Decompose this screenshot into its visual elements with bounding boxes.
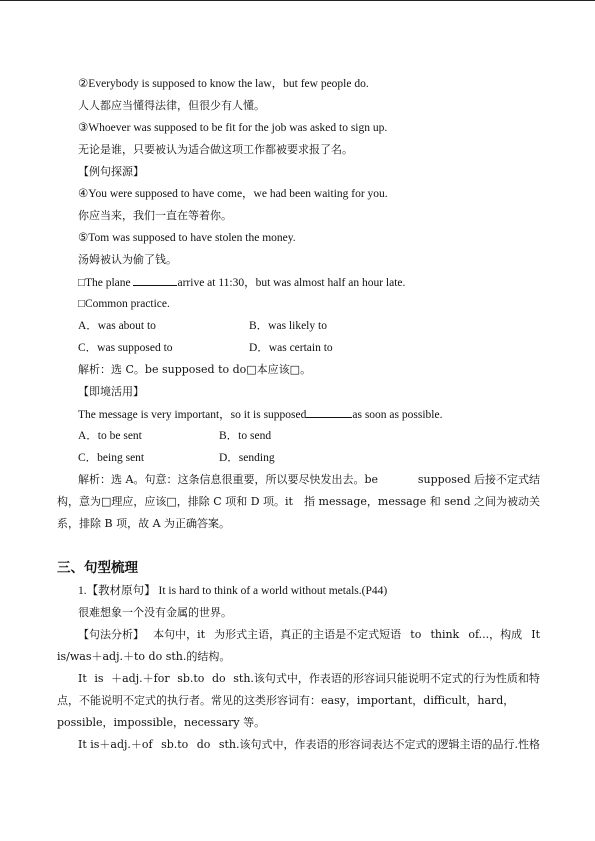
text-segment: 构，意为□理应，应该□，排除 C 项和 D 项。it xyxy=(57,495,293,508)
option-b-1: B．was likely to xyxy=(249,320,327,332)
pattern-note-1-line-2: 点，不能说明不定式的执行者。常见的这类形容词有：easy，important，difficult，hard， xyxy=(57,694,515,707)
question-1-text-end: arrive at 11:30，but was almost half an hour late. xyxy=(177,277,406,289)
textbook-sentence-translation: 很难想象一个没有金属的世界。 xyxy=(78,606,232,619)
example-translation-4: 你应当来，我们一直在等着你。 xyxy=(78,209,232,222)
text-segment: 指 message，message 和 send 之间为被动关 xyxy=(304,495,540,508)
text-segment: 本句中，it xyxy=(153,628,206,641)
example-translation-3: 无论是谁，只要被认为适合做这项工作都被要求报了名。 xyxy=(78,143,353,156)
option-a-1: A．was about to xyxy=(78,320,156,332)
answer-explanation-1: 解析：选 C。be supposed to do□本应该□。 xyxy=(78,363,312,376)
syntax-analysis-line-2: is/was＋adj.＋to do sth.的结构。 xyxy=(57,650,231,663)
question-2-text-end: as soon as possible. xyxy=(352,409,443,421)
answer-explanation-2-line-2 xyxy=(57,495,540,509)
text-segment: do xyxy=(212,672,226,685)
example-sentence-4: ④You were supposed to have come，we had been waiting for you. xyxy=(78,188,388,200)
answer-blank xyxy=(306,407,352,418)
text-segment: of...，构成 xyxy=(468,628,523,641)
option-d-2: D．sending xyxy=(219,452,275,464)
option-a-2: A．to be sent xyxy=(78,430,142,442)
option-c-1: C．was supposed to xyxy=(78,342,173,354)
option-b-2: B．to send xyxy=(219,430,272,442)
question-1-text-start: □The plane xyxy=(78,277,134,289)
section-label-examples: 【例句探源】 xyxy=(78,165,144,178)
text-segment: 为形式主语，真正的主语是不定式短语 xyxy=(214,628,402,641)
text-segment: is xyxy=(94,672,104,685)
option-d-1: D．was certain to xyxy=(249,342,333,354)
text-segment: 解析：选 A。句意：这条信息很重要，所以要尽快发出去。be xyxy=(78,473,378,486)
exercise-note: □Common practice. xyxy=(78,298,170,310)
text-segment: to xyxy=(410,628,422,641)
text-segment: sth.该句式中，作表语的形容词表达不定式的逻辑主语的品行.性格 xyxy=(218,738,540,751)
text-segment: do xyxy=(196,738,211,751)
text-segment: think xyxy=(430,628,460,641)
example-sentence-5: ⑤Tom was supposed to have stolen the money. xyxy=(78,232,296,244)
text-segment: ＋adj.＋for xyxy=(111,672,170,685)
option-c-2: C．being sent xyxy=(78,452,145,464)
text-segment: 【句法分析】 xyxy=(78,628,144,641)
answer-explanation-2-line-3: 系，排除 B 项，故 A 为正确答案。 xyxy=(57,517,231,530)
exercise-question-2 xyxy=(78,407,442,422)
pattern-note-1-line-1 xyxy=(78,672,540,686)
text-segment: sb.to xyxy=(177,672,205,685)
answer-explanation-2-line-1 xyxy=(78,473,540,487)
pattern-note-2-line-1 xyxy=(78,738,540,752)
textbook-original-sentence: 1.【教材原句】 It is hard to think of a world without metals.(P44) xyxy=(78,585,388,597)
pattern-note-1-line-3: possible，impossible，necessary 等。 xyxy=(57,716,266,729)
section-heading: 三、句型梳理 xyxy=(57,560,138,576)
example-translation-2: 人人都应当懂得法律，但很少有人懂。 xyxy=(78,99,265,112)
text-segment: It xyxy=(78,672,87,685)
text-segment: It is＋adj.＋of xyxy=(78,738,153,751)
syntax-analysis-line-1 xyxy=(78,628,540,642)
question-2-text-start: The message is very important，so it is supposed xyxy=(78,409,307,421)
text-segment: supposed 后接不定式结 xyxy=(417,473,540,486)
example-sentence-3: ③Whoever was supposed to be fit for the job was asked to sign up. xyxy=(78,122,388,134)
example-translation-5: 汤姆被认为偷了钱。 xyxy=(78,253,177,266)
example-sentence-2: ②Everybody is supposed to know the law，but few people do. xyxy=(78,78,369,90)
section-label-practice: 【即境活用】 xyxy=(78,385,144,398)
answer-blank xyxy=(133,275,177,286)
exercise-question-1 xyxy=(78,275,405,290)
text-segment: It xyxy=(531,628,540,641)
text-segment: sb.to xyxy=(161,738,189,751)
text-segment: sth.该句式中，作表语的形容词只能说明不定式的行为性质和特 xyxy=(233,672,540,685)
